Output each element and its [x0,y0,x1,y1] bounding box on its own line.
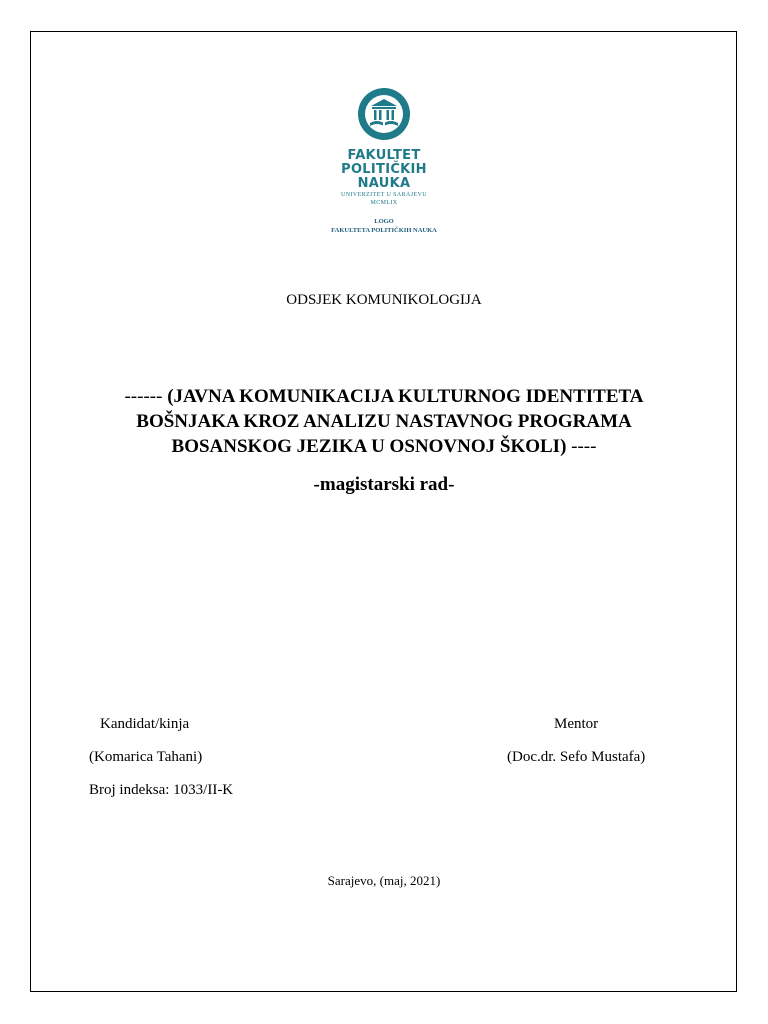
logo-caption-label: LOGO [374,218,394,225]
faculty-logo [0,85,768,235]
logo-university: UNIVERZITET U SARAJEVU [340,192,428,198]
mentor-label: Mentor [554,716,599,732]
candidate-name: (Komarica Tahani) [89,749,203,765]
candidate-index: Broj indeksa: 1033/II-K [89,782,234,798]
department-heading: ODSJEK KOMUNIKOLOGIJA [286,292,482,308]
building-book-emblem-icon [356,85,412,143]
logo-year: MCMLIX [370,200,398,206]
title-line-3: BOSANSKOG JEZIKA U OSNOVNOJ ŠKOLI) ---- [171,436,597,457]
place-and-date: Sarajevo, (maj, 2021) [327,873,441,888]
title-line-2: BOŠNJAKA KROZ ANALIZU NASTAVNOG PROGRAMA [136,411,632,432]
logo-text-nauka: NAUKA [357,176,411,191]
mentor-name: (Doc.dr. Sefo Mustafa) [507,749,646,765]
title-line-1: ------ (JAVNA KOMUNIKACIJA KULTURNOG IDENTITETA [124,386,644,407]
title-suffix-dashes: ---- [571,436,597,457]
logo-caption-faculty: FAKULTETA POLITIČKIH NAUKA [331,227,437,234]
logo-text-politickih: POLITIČKIH [341,162,427,177]
candidate-label: Kandidat/kinja [100,716,190,732]
title-prefix-dashes: ------ [124,386,163,407]
thesis-title [60,384,708,459]
logo-text-fakultet: FAKULTET [347,148,421,163]
thesis-type: -magistarski rad- [313,474,455,495]
